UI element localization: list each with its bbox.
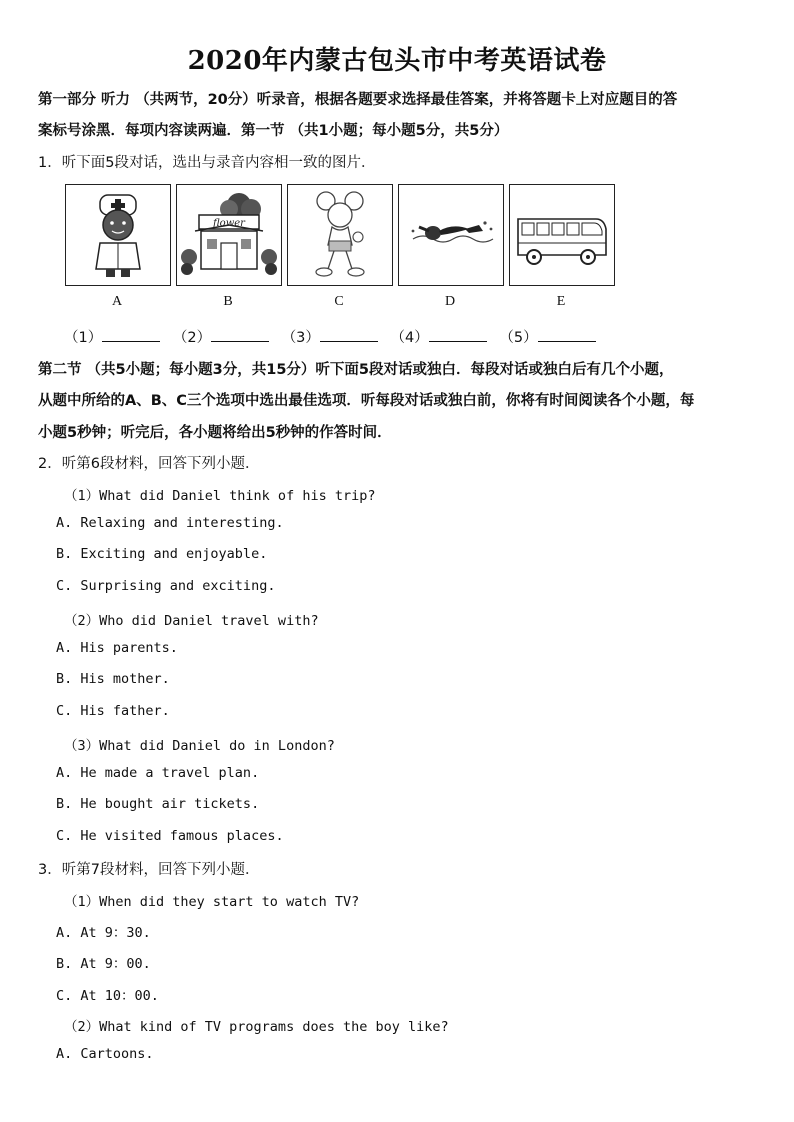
blank-2-label: （2） [172, 330, 212, 346]
q2-sub2-option-b: B. His mother. [56, 671, 170, 687]
q2-sub1-option-b: B. Exciting and enjoyable. [56, 546, 268, 562]
picture-options [57, 178, 617, 318]
part1-instructions-line2: 案标号涂黑．每项内容读两遍．第一节 （共1小题；每小题5分，共5分） [38, 123, 509, 139]
q3-sub1-option-c: C. At 10：00. [56, 988, 159, 1004]
q2-sub1-question: （1）What did Daniel think of his trip? [64, 488, 376, 504]
blank-4-label: （4） [390, 330, 429, 346]
picture-c [287, 184, 393, 286]
q2-sub2-question: （2）Who did Daniel travel with? [64, 613, 319, 629]
swimmer-icon [399, 185, 503, 285]
question-1-stem: 1．听下面5段对话，选出与录音内容相一致的图片． [38, 155, 376, 171]
q3-sub1-option-b: B. At 9：00. [56, 956, 151, 972]
answer-blanks [64, 326, 604, 347]
q2-sub3-option-a: A. He made a travel plan. [56, 765, 260, 781]
section2-instructions-line3: 小题5秒钟；听完后，各小题将给出5秒钟的作答时间． [38, 425, 392, 441]
picture-b [176, 184, 282, 286]
picture-b-label: B [223, 294, 233, 309]
blank-5-label: （5） [499, 330, 538, 346]
doctor-icon [66, 185, 170, 285]
q3-sub2-question: （2）What kind of TV programs does the boy like? [64, 1019, 449, 1035]
question-2-stem: 2．听第6段材料，回答下列小题． [38, 456, 260, 472]
picture-e [509, 184, 615, 286]
bus-icon [510, 185, 614, 285]
picture-e-label: E [556, 294, 566, 309]
picture-a-label: A [111, 294, 123, 309]
flower-shop-icon [177, 185, 281, 285]
q3-sub2-option-a: A. Cartoons. [56, 1046, 154, 1062]
blank-2[interactable] [211, 329, 269, 342]
picture-c-label: C [334, 294, 344, 309]
q2-sub1-option-a: A. Relaxing and interesting. [56, 515, 284, 531]
shop-sign-text: flower [213, 218, 245, 229]
blank-1[interactable] [102, 329, 160, 342]
blank-4[interactable] [429, 329, 487, 342]
q2-sub3-option-c: C. He visited famous places. [56, 828, 284, 844]
section2-instructions-line1: 第二节 （共5小题；每小题3分，共15分）听下面5段对话或独白．每段对话或独白后有几个小题， [38, 362, 674, 378]
section2-instructions-line2: 从题中所给的A、B、C三个选项中选出最佳选项．听每段对话或独白前，你将有时间阅读各个小题，每 [38, 393, 695, 409]
q2-sub3-question: （3）What did Daniel do in London? [64, 738, 335, 754]
q3-sub1-question: （1）When did they start to watch TV? [64, 894, 360, 910]
q3-sub1-option-a: A. At 9：30. [56, 925, 151, 941]
question-3-stem: 3．听第7段材料，回答下列小题． [38, 862, 260, 878]
exam-title: 2020年内蒙古包头市中考英语试卷 [187, 46, 607, 76]
blank-5[interactable] [538, 329, 596, 342]
blank-3[interactable] [320, 329, 378, 342]
picture-d-label: D [444, 294, 456, 309]
blank-1-label: （1） [64, 330, 103, 346]
part1-instructions-line1: 第一部分 听力 （共两节，20分）听录音，根据各题要求选择最佳答案，并将答题卡上对应题目的答 [38, 92, 678, 108]
picture-d [398, 184, 504, 286]
q2-sub3-option-b: B. He bought air tickets. [56, 796, 260, 812]
blank-3-label: （3） [281, 330, 320, 346]
q2-sub2-option-a: A. His parents. [56, 640, 178, 656]
q2-sub1-option-c: C. Surprising and exciting. [56, 578, 276, 594]
q2-sub2-option-c: C. His father. [56, 703, 170, 719]
picture-a [65, 184, 171, 286]
mickey-mouse-icon [288, 185, 392, 285]
